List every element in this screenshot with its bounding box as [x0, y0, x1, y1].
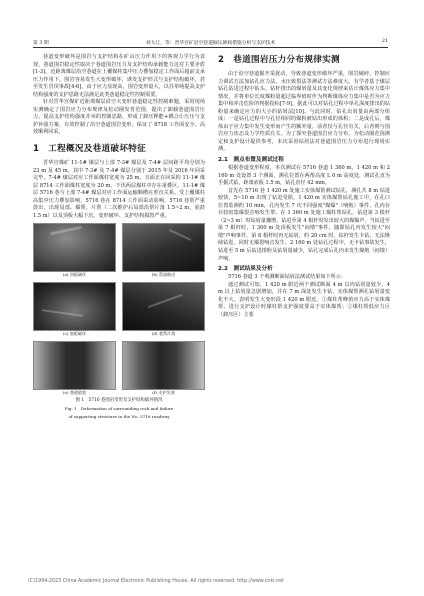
section-2-paragraph-1: 由于沿空巷道掘开采扰动，导致巷道变形破坏严重，围岩破碎，控制应力调试方法加钻孔应力法、水压致裂法等测试方法难度大。有学者基于煤层钻孔钻进过程中钻头、钻杆排出的煤屑量及其变化规律来估计煤体应力集中情况，并将单位长度煤粉量超过临界值时作为判断煤体应力集中是否为应力集中和冲击危险的判据指标[7-9]，据此可以对钻孔过程中单孔深度排出的钻粉量来确定应力的大小的钻屑法[10]。与此同时，钻孔出屑量由两部分组成：一是钻孔过程中与孔径相同的煤粉被钻出形成的体积；二是成孔后，煤体由于应力集中发生变形而产生的额外量，前者仅与孔径有关，后者则与围岩应力状态及力学性质有关。为了探究巷道围岩应力分布，为松动圈范围测定和支护设计提供参考，本次采用钻屑法对巷道围岩压力分布进行现场实测。 — [218, 71, 390, 153]
section-2-heading: 2 巷道围岩压力分布规律实测 — [218, 55, 340, 65]
page-number: 21 — [381, 39, 388, 44]
photo-c-caption: (c) 底板破坏 — [62, 331, 87, 337]
photo-b-caption: (b) 帮部鼓出 — [151, 272, 176, 278]
issue-number: 第 3 期 — [33, 41, 49, 46]
figure-1-caption-cn: 图 1 5716 巷围岩变形及支护结构破坏情况 — [75, 398, 163, 404]
figure-1-caption-en-1: Fig. 1 Deformation of surrounding rock and failure — [64, 406, 174, 412]
section-1-heading: 1 工程概况及巷道破坏特征 — [33, 144, 147, 155]
photo-f-image — [122, 341, 205, 390]
figure-1-photos — [33, 223, 205, 396]
subsection-2-1-heading: 2.1 测点布置及测试过程 — [218, 157, 284, 164]
figure-1-caption-en-2: of supporting structure in the No. 5716 roadway — [68, 413, 170, 419]
photo-c-image — [33, 282, 116, 331]
right-column — [218, 54, 390, 319]
figure-1 — [33, 223, 205, 419]
subsection-2-2-heading: 2.2 测试结果及分析 — [218, 266, 273, 273]
photo-e-image — [33, 341, 116, 390]
photo-a-image — [33, 223, 116, 272]
photo-c — [33, 282, 116, 337]
photo-d-image — [122, 282, 205, 331]
subsection-2-1-paragraph-1: 根据巷道变形程度，本次测试在 5716 巷道 1 360 m、1 420 m 和 2 160 m 处设置 3 个测面，测孔位置在两帮高度 L 0 m 高度处，测试孔直为手掘式钻，距离底板 1.5 m，钻孔直径 42 mm。 — [218, 165, 390, 187]
left-column — [33, 54, 205, 419]
photo-b-image — [122, 223, 205, 272]
running-title: 刘大江，等：晋华宫矿沿空巷道掘压卸载措施分析与支护技术 — [145, 41, 276, 46]
photo-d-caption: (d) 巷帮片落 — [151, 331, 176, 337]
photo-e-caption: (e) 巷道收敛 — [62, 390, 87, 396]
section-1-paragraph: 晋华宫煤矿 11-1# 煤层与上部 7-3# 煤层及 7-4# 层间距平均分别为 23 m 及 45 m，其中 7-3# 及 7-4# 煤层分别于 2015 年及 2016 年回采完毕，7-4# 煤层对应工作面煤柱宽度为 25 m，且面正在回采的 11-1# 煤层 8714 工作面煤柱宽度为 20 m，下伏两层煤柱中存在重叠区，11-1# 煤层 5716 巷与上部 7-4# 煤层对应工作面运输顺槽在垂直关系。受上覆煤柱高集中压力叠加影响，5716 巷在 8714 工作面采动影响，5716 巷帮严重鼓出，出现局部、爆帮、片帮（二次维护后局部沿帮片落 1.5~2 m，底鼓 1.5 m）以及顶板大幅下沉、变形破坏、支护结构损毁严重。 — [33, 160, 205, 219]
subsection-2-2-paragraph-2: 通过测试可知，1 420 m 附近两个测试断面 4 m 以内钻屑量较少，4 m 以上钻屑量急剧增加，并在 7 m 深处发生卡钻，实体煤帮测孔钻屑量变化不大。表明发生大变形段 1 420 m 附近，①煤柱帮峰值应力高于实体煤帮，进行支护设计时煤柱帮支护强度要高于实体煤帮；②煤柱帮低应力区（卸压区）主要 — [218, 281, 390, 318]
copyright-footer: (C)1994-2023 China Academic Journal Electronic Publishing House. All rights reserved. http://www.cnki.net — [28, 579, 284, 584]
photo-e — [33, 341, 116, 396]
intro-paragraph-1: 巷道变形破坏是围岩与支护结构在矿山压力作用下的客观力学行为表现，巷道围岩稳定性取决于巷道围岩压力及支护结构承载能力这对主要矛盾[1-3]。近距离煤层沿空巷道在上覆煤柱集中压力叠加稳定工作面后超前支承压力作用下，围岩容易发生大变形破坏，诱发支护形式与支护结构破坏，甚至发生冒顶事故[4-6]。由于应力显现高、围岩变形量大，以往单纯提高支护结构强度的支护思路无法满足此类巷道稳定性控制需要。 — [33, 54, 205, 98]
subsection-2-1-paragraph-2: 首先在 5716 巷 1 420 m 处施工实体煤帮测试钻孔，测孔共 8 m 钻进较快，5~10 m 出现了钻进受阻，1 420 m 实体煤帮钻孔施工中，在孔口位置监测约 10 min，孔内发生 7 次不同强度"煤爆"（响炮）事件，孔内存在较密集爆裂音响发生带。在 1 360 m 处施工煤柱帮钻孔，钻进第 3 根杆（2~3 m）时钻屑量骤增，钻进至第 4 根杆时发出较大的煤爆声，当钻进至第 7 根杆时，1 300 m 处顶板发生"闷墩"事件，随即钻孔内发生较大"闷墩"声响事件，第 8 根杆时再无钻屑，约 20 cm 时，钻杆发生卡钻，无法继续钻进，同时无爆裂响音发生。2 160 m 处钻孔过程中，无卡钻事故发生，钻进至 5 m 后钻进排粉及钻屑量减少，钻孔完成后孔内未发生煤炮（闷墩）声响。 — [218, 187, 390, 262]
photo-f-caption: (f) 支护失效 — [152, 390, 175, 396]
photo-f — [122, 341, 205, 396]
photo-b — [122, 223, 205, 278]
photo-a — [33, 223, 116, 278]
photo-a-caption: (a) 顶板破坏 — [62, 272, 87, 278]
running-header — [33, 36, 388, 48]
photo-d — [122, 282, 205, 337]
intro-paragraph-2: 针对晋华宫煤矿近距离煤层沿空大变形巷道稳定性控制难题，采用现场实测确定了围岩应力分布规律及松动圈发育范围，提出了卸载巷道围岩压力、提高支护结构强度并举的控制思路，形成了卸压释能+耦合让压压与支护补强方案，有效控制了沿空巷道围岩变形，保证了 8718 工作面安全、高效顺利回采。 — [33, 99, 205, 136]
subsection-2-2-paragraph-1: 5716 巷道 3 个观测断面钻屑法测试结果如下所示： — [228, 274, 346, 281]
